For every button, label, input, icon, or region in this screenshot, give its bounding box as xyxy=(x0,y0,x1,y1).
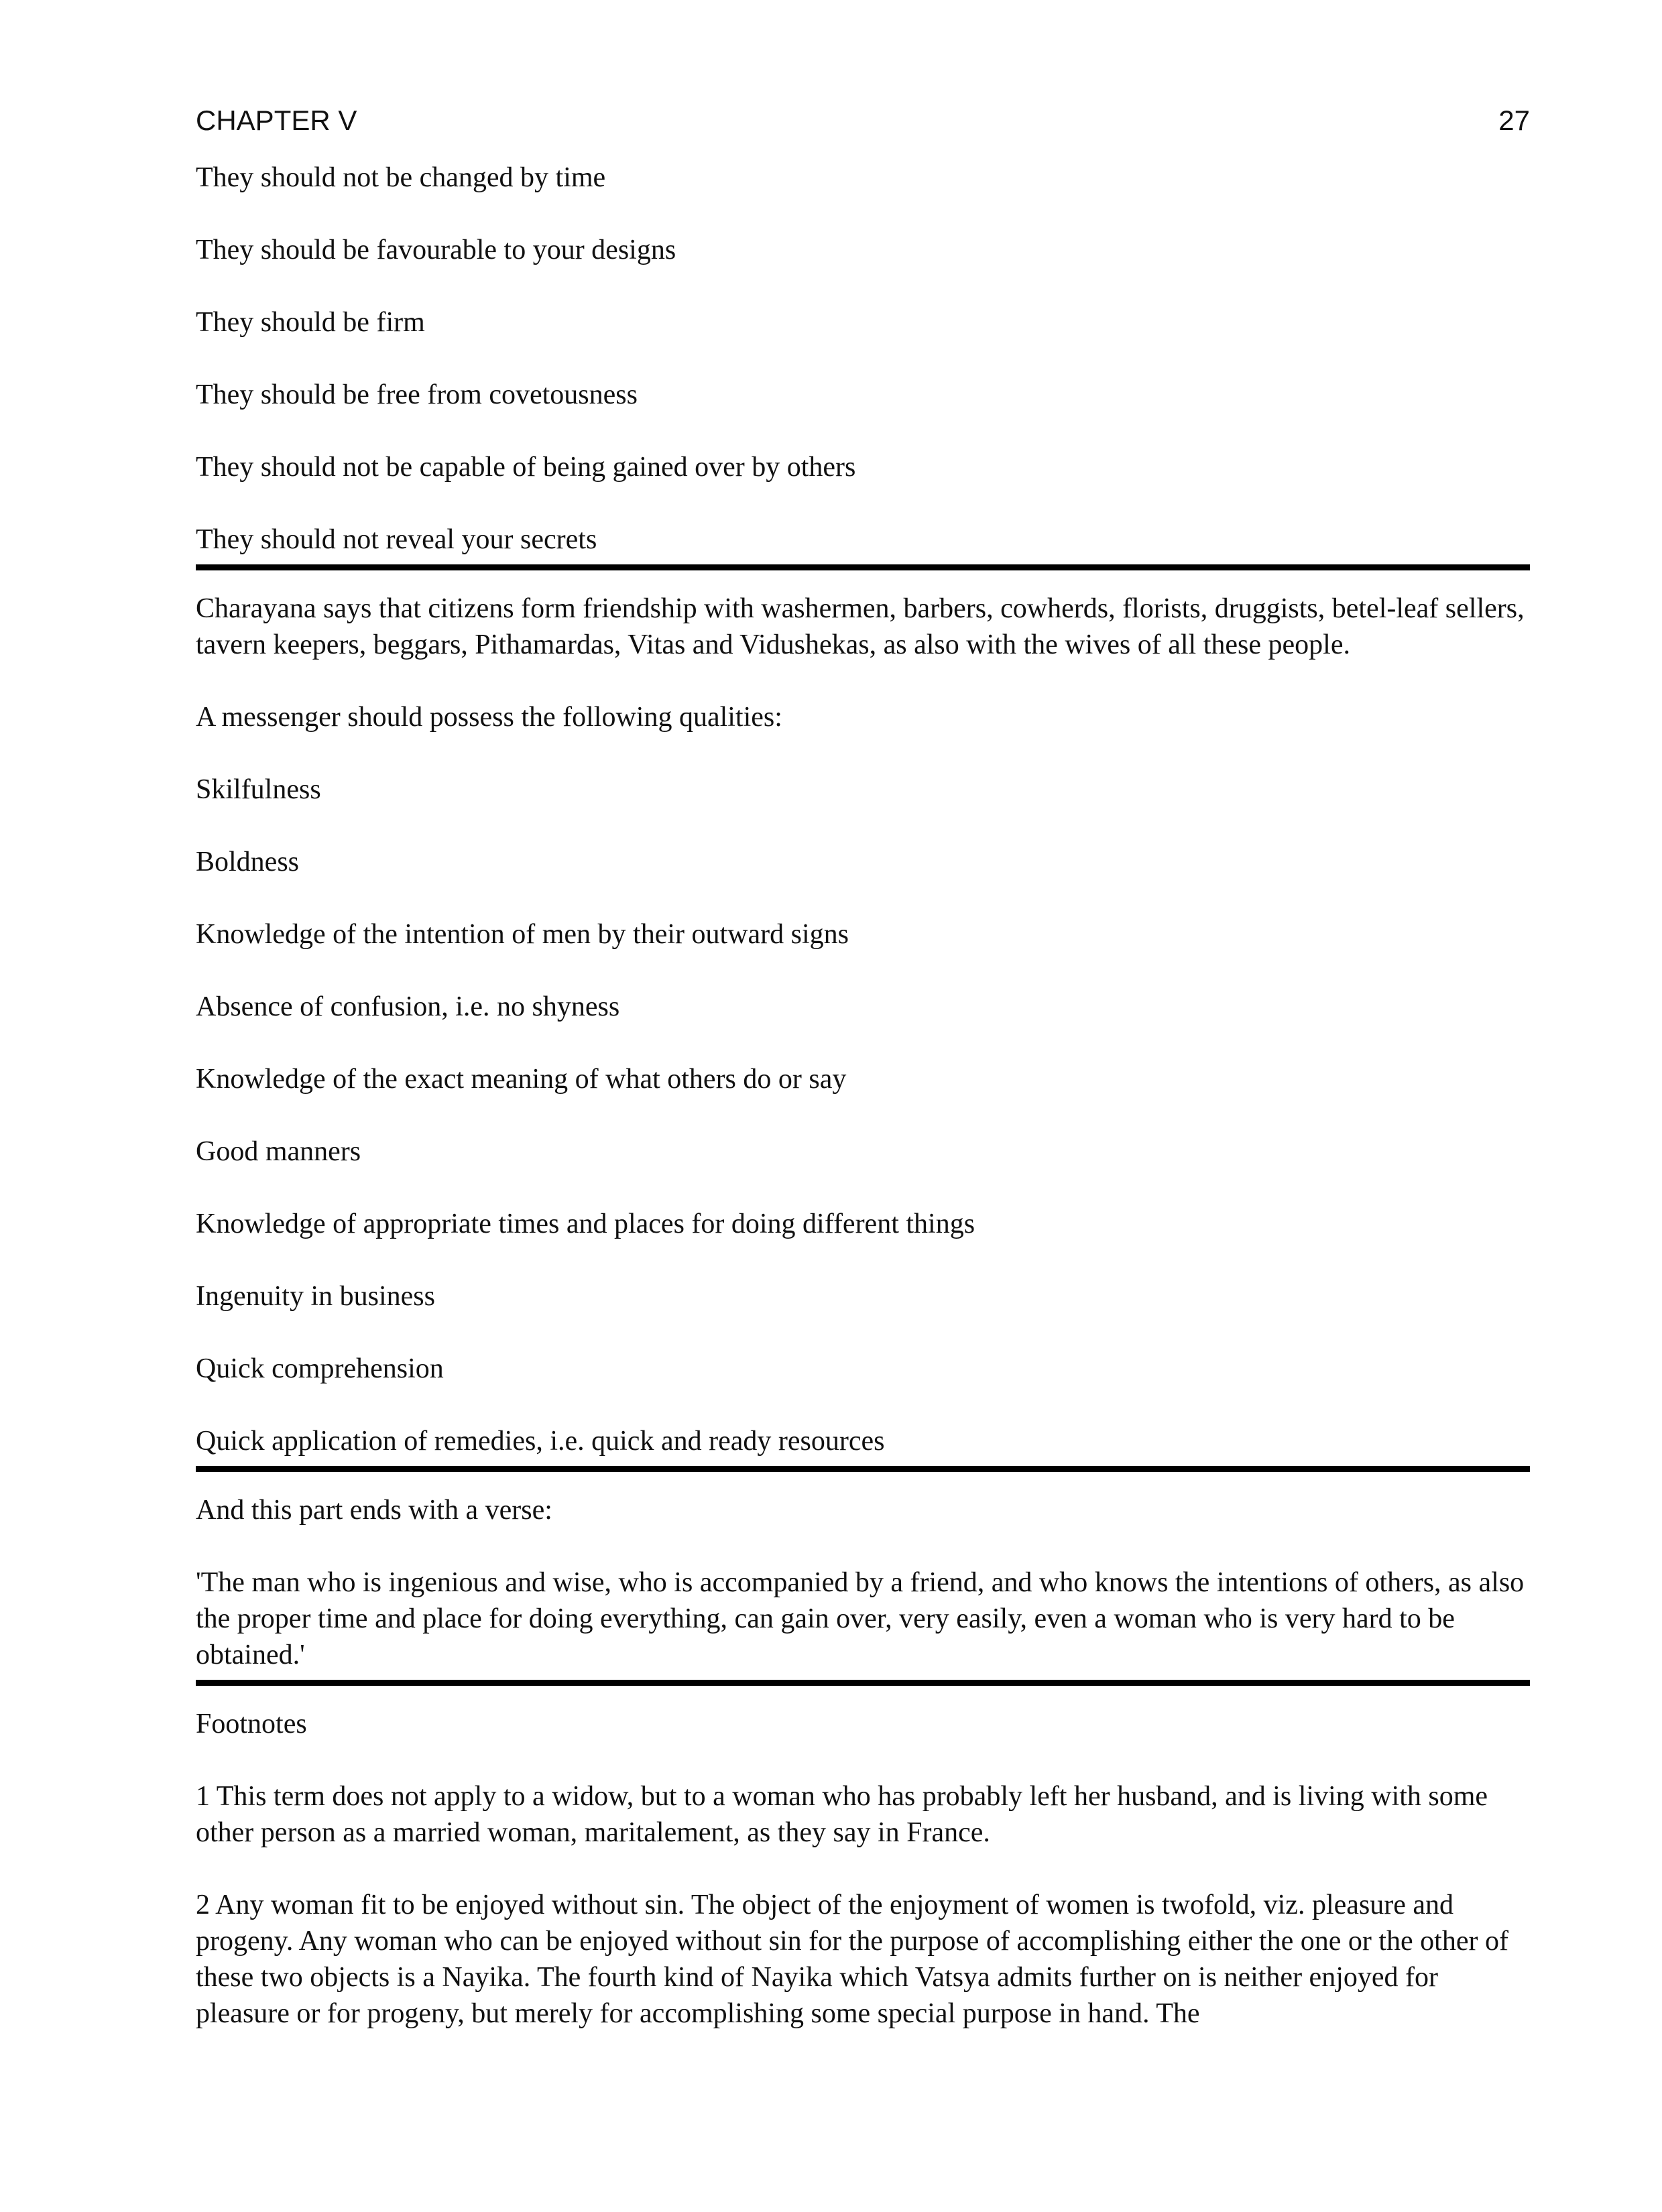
list-item: They should be firm xyxy=(196,307,425,338)
list-item: Boldness xyxy=(196,847,300,877)
footnote-item: 2 Any woman fit to be enjoyed without sin. The object of the enjoyment of women is twofold, viz. pleasure and progeny. Any woman who can be enjoyed without sin for the purpose of accomplishing either the one or the other of these two objects is a Nayika. The fourth kind of Nayika which Vatsya admits further on is neither enjoyed for pleasure or for progeny, but merely for accomplishing some special purpose in hand. The xyxy=(196,1890,1508,2029)
list-item: Absence of confusion, i.e. no shyness xyxy=(196,991,620,1022)
list-item: They should not reveal your secrets xyxy=(196,524,597,555)
list-item: They should not be changed by time xyxy=(196,162,606,193)
list-item: Knowledge of appropriate times and places for doing different things xyxy=(196,1209,975,1239)
verse-intro: And this part ends with a verse: xyxy=(196,1495,552,1526)
list-item: Knowledge of the exact meaning of what others do or say xyxy=(196,1064,847,1095)
horizontal-rule xyxy=(196,1680,1530,1686)
footnotes-heading: Footnotes xyxy=(196,1709,307,1739)
page-content xyxy=(196,160,1530,2032)
charayana-paragraph: Charayana says that citizens form friendship with washermen, barbers, cowherds, florists, druggists, betel-leaf sellers, tavern keepers, beggars, Pithamardas, Vitas and Vidushekas, as also with the wives of all these people. xyxy=(196,593,1525,660)
list-item: They should be favourable to your designs xyxy=(196,235,676,265)
page-header xyxy=(196,101,1530,141)
verse-text: 'The man who is ingenious and wise, who is accompanied by a friend, and who knows the intentions of others, as also the proper time and place for doing everything, can gain over, very easily, even a woman who is very hard to be obtained.' xyxy=(196,1567,1525,1670)
list-item: Quick application of remedies, i.e. quick and ready resources xyxy=(196,1426,885,1457)
list-item: Quick comprehension xyxy=(196,1353,444,1384)
list-item: They should not be capable of being gained over by others xyxy=(196,452,856,483)
horizontal-rule xyxy=(196,1466,1530,1472)
messenger-intro: A messenger should possess the following qualities: xyxy=(196,702,782,733)
list-item: Knowledge of the intention of men by their outward signs xyxy=(196,919,849,950)
messenger-qualities-list xyxy=(196,772,1530,1459)
list-item: Skilfulness xyxy=(196,774,321,805)
list-item: They should be free from covetousness xyxy=(196,379,638,410)
list-item: Ingenuity in business xyxy=(196,1281,435,1312)
page-number: 27 xyxy=(1498,105,1530,136)
friend-qualities-list xyxy=(196,160,1530,558)
footnote-item: 1 This term does not apply to a widow, but to a woman who has probably left her husband, and is living with some other person as a married woman, maritalement, as they say in France. xyxy=(196,1781,1488,1848)
horizontal-rule xyxy=(196,564,1530,570)
chapter-title: CHAPTER V xyxy=(196,105,357,136)
footnotes-section xyxy=(196,1706,1530,2032)
list-item: Good manners xyxy=(196,1136,361,1167)
